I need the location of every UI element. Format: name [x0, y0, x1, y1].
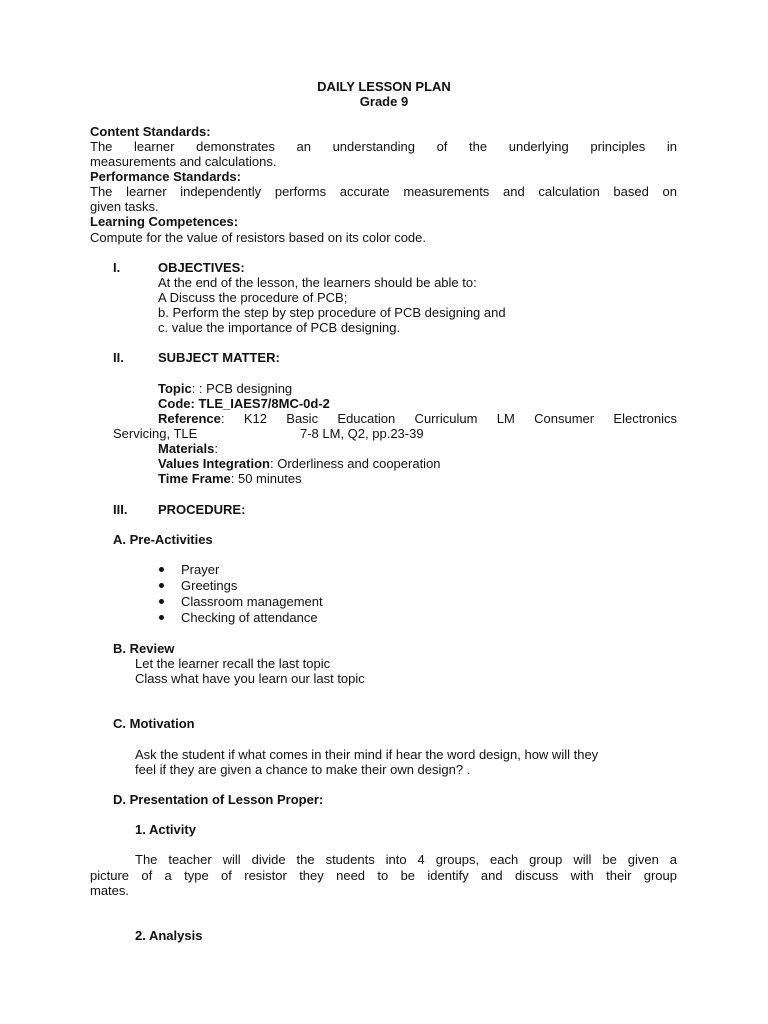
reference-row — [158, 411, 677, 426]
materials-row — [158, 441, 218, 456]
pre-activity-item: Checking of attendance — [181, 610, 318, 625]
time-frame-label: Time Frame — [158, 471, 231, 486]
content-standards-line1: The learner demonstrates an understanding of the underlying principles in — [90, 139, 677, 154]
time-frame-value: : 50 minutes — [230, 471, 302, 486]
presentation-heading: D. Presentation of Lesson Proper: — [113, 792, 324, 807]
activity-heading: 1. Activity — [135, 822, 196, 837]
review-line2: Class what have you learn our last topic — [135, 671, 365, 686]
objective-item: A Discuss the procedure of PCB; — [158, 290, 348, 305]
values-integration-row — [158, 456, 441, 471]
objective-item: c. value the importance of PCB designing. — [158, 320, 401, 335]
activity-line1: The teacher will divide the students into 4 groups, each group will be given a — [135, 852, 677, 867]
content-standards-line2: measurements and calculations. — [90, 154, 277, 169]
activity-line3: mates. — [90, 883, 130, 898]
review-line1: Let the learner recall the last topic — [135, 656, 331, 671]
materials-label: Materials — [158, 441, 215, 456]
bullet-icon — [159, 567, 164, 572]
code-label: Code — [158, 396, 191, 411]
learning-competences-heading: Learning Competences: — [90, 214, 239, 229]
bullet-icon — [159, 583, 164, 588]
values-integration-label: Values Integration — [158, 456, 270, 471]
motivation-line1: Ask the student if what comes in their mind if hear the word design, how will they — [135, 747, 599, 762]
materials-value: : — [214, 441, 218, 456]
motivation-heading: C. Motivation — [113, 716, 195, 731]
review-heading: B. Review — [113, 641, 175, 656]
topic-label: Topic — [158, 381, 192, 396]
activity-line2: picture of a type of resistor they need to be identify and discuss with their group — [90, 868, 677, 883]
pre-activity-item: Classroom management — [181, 594, 323, 609]
motivation-line2: feel if they are given a chance to make their own design? . — [135, 762, 471, 777]
reference-line2b: 7-8 LM, Q2, pp.23-39 — [300, 426, 424, 441]
code-row — [158, 396, 330, 411]
reference-value: : K12 Basic Education Curriculum LM Consumer Electronics — [220, 411, 677, 426]
procedure-heading: PROCEDURE: — [158, 502, 246, 517]
performance-standards-line1: The learner independently performs accurate measurements and calculation based on — [90, 184, 677, 199]
page-title: DAILY LESSON PLAN — [317, 79, 451, 94]
bullet-icon — [159, 599, 164, 604]
objective-item: b. Perform the step by step procedure of PCB designing and — [158, 305, 506, 320]
pre-activity-item: Prayer — [181, 562, 220, 577]
reference-line2a: Servicing, TLE — [113, 426, 198, 441]
subject-matter-numeral: II. — [113, 350, 124, 365]
bullet-icon — [159, 615, 164, 620]
grade-label: Grade 9 — [359, 94, 409, 109]
time-frame-row — [158, 471, 302, 486]
objectives-intro: At the end of the lesson, the learners should be able to: — [158, 275, 477, 290]
pre-activities-heading: A. Pre-Activities — [113, 532, 213, 547]
performance-standards-line2: given tasks. — [90, 199, 159, 214]
values-integration-value: : Orderliness and cooperation — [269, 456, 441, 471]
analysis-heading: 2. Analysis — [135, 928, 203, 943]
code-value: : TLE_IAES7/8MC-0d-2 — [190, 396, 330, 411]
procedure-numeral: III. — [113, 502, 128, 517]
topic-value: : : PCB designing — [191, 381, 293, 396]
performance-standards-heading: Performance Standards: — [90, 169, 241, 184]
content-standards-heading: Content Standards: — [90, 124, 211, 139]
objectives-numeral: I. — [113, 260, 121, 275]
subject-matter-heading: SUBJECT MATTER: — [158, 350, 280, 365]
pre-activity-item: Greetings — [181, 578, 238, 593]
topic-row — [158, 381, 292, 396]
reference-label: Reference — [158, 411, 221, 426]
objectives-heading: OBJECTIVES: — [158, 260, 245, 275]
learning-competences-line1: Compute for the value of resistors based on its color code. — [90, 230, 427, 245]
